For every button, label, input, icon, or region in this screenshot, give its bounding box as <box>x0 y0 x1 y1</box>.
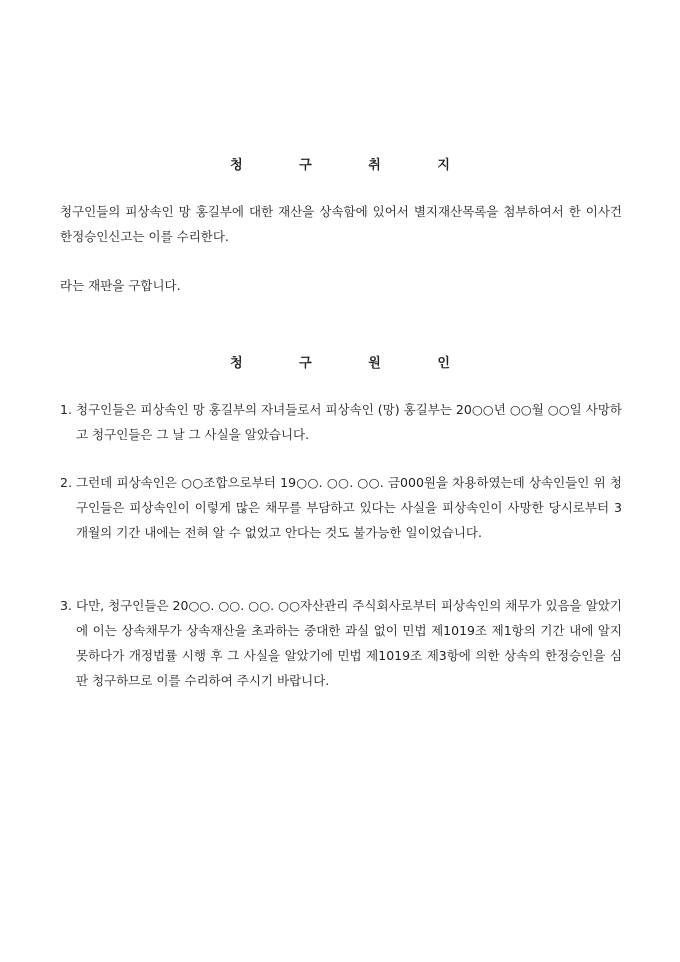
claim-cause-item-3 <box>60 593 622 693</box>
claim-purpose-body: 청구인들의 피상속인 망 홍길부에 대한 재산을 상속함에 있어서 별지재산목록을 첨부하여서 한 이사건 한정승인신고는 이를 수리한다. <box>60 204 622 244</box>
claim-cause-item-2 <box>60 470 622 545</box>
item-number: 1. <box>60 402 72 417</box>
claim-cause-title: 청 구 원 인 <box>230 356 476 371</box>
item-number: 3. <box>60 598 72 613</box>
item-number: 2. <box>60 475 72 490</box>
item-text: 청구인들은 피상속인 망 홍길부의 자녀들로서 피상속인 (망) 홍길부는 20○○년 ○○월 ○○일 사망하고 청구인들은 그 날 그 사실을 알았습니다. <box>76 402 622 442</box>
claim-cause-item-1 <box>60 397 622 447</box>
item-text: 그런데 피상속인은 ○○조합으로부터 19○○. ○○. ○○. 금000원을 차용하였는데 상속인들인 위 청구인들은 피상속인이 이렇게 많은 채무를 부담하고 있다는 사실을 피상속인이 사망한 당시로부터 3개월의 기간 내에는 전혀 알 수 없었고 안다는 것도 불가능한 일이었습니다. <box>76 475 622 540</box>
claim-purpose-closing: 라는 재판을 구합니다. <box>60 278 181 293</box>
claim-purpose-title: 청 구 취 지 <box>230 158 476 173</box>
item-text: 다만, 청구인들은 20○○. ○○. ○○. ○○자산관리 주식회사로부터 피상속인의 채무가 있음을 알았기에 이는 상속채무가 상속재산을 초과하는 중대한 과실 없이 민법 제1019조 제1항의 기간 내에 알지 못하다가 개정법률 시행 후 그 사실을 알았기에 민법 제1019조 제3항에 의한 상속의 한정승인을 심판 청구하므로 이를 수리하여 주시기 바랍니다. <box>76 598 622 688</box>
